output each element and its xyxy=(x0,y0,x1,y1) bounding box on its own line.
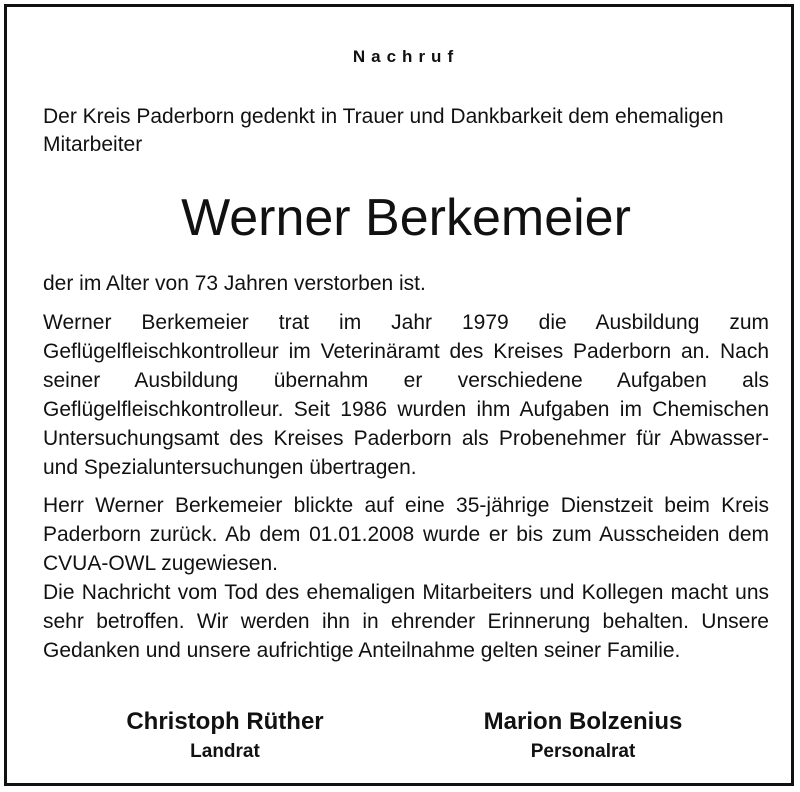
signature-name: Marion Bolzenius xyxy=(483,708,683,735)
notice-heading: Nachruf xyxy=(352,47,460,66)
paragraph-condolence: Die Nachricht vom Tod des ehemaligen Mitarbeiters und Kollegen macht uns sehr betroffen. Wir werden ihn in ehrender Erinnerung behalten. Unsere Gedanken und unsere aufrichtige Anteilnahme gelten seiner Familie. xyxy=(43,581,769,662)
paragraph-career: Werner Berkemeier trat im Jahr 1979 die Ausbildung zum Geflügelfleischkontrolleur im Veterinäramt des Kreises Paderborn an. Nach seiner Ausbildung übernahm er verschiedene Aufgaben als Geflügelfleischkontrolleur. Seit 1986 wurden ihm Aufgaben im Chemischen Untersuchungsamt des Kreises Paderborn als Probenehmer für Abwasser- und Spezialuntersuchungen übertragen. xyxy=(43,311,769,479)
age-line: der im Alter von 73 Jahren verstorben ist. xyxy=(43,272,426,295)
notice-border xyxy=(4,4,794,786)
deceased-name: Werner Berkemeier xyxy=(181,189,631,247)
signature-role: Personalrat xyxy=(530,741,636,762)
signature-role: Landrat xyxy=(190,741,260,762)
signature-name: Christoph Rüther xyxy=(126,708,324,735)
paragraph-service: Herr Werner Berkemeier blickte auf eine 35-jährige Dienstzeit beim Kreis Paderborn zurück. Ab dem 01.01.2008 wurde er bis zum Ausscheiden dem CVUA-OWL zugewiesen. xyxy=(43,494,769,575)
notice-intro: Der Kreis Paderborn gedenkt in Trauer und Dankbarkeit dem ehemaligen Mitarbeiter xyxy=(43,105,724,156)
signature-left xyxy=(75,707,375,767)
signature-right xyxy=(433,707,733,767)
